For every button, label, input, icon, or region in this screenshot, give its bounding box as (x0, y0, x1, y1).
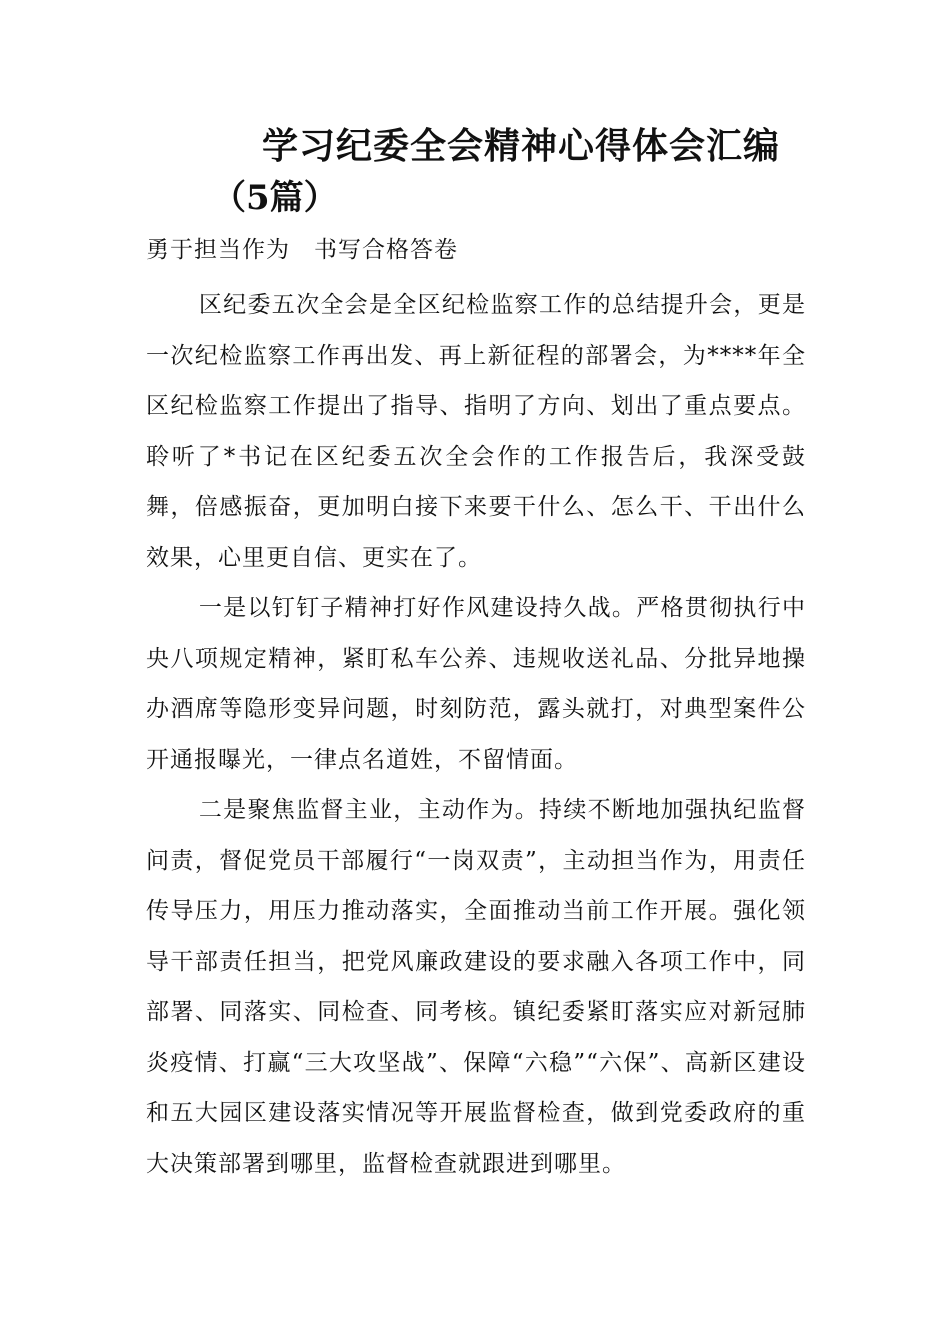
article-body (146, 280, 806, 1189)
document-title: 学习纪委全会精神心得体会汇编 (262, 125, 781, 167)
paragraph-point-one: 一是以钉钉子精神打好作风建设持久战。严格贯彻执行中央八项规定精神，紧盯私车公养、违规收送礼品、分批异地操办酒席等隐形变异问题，时刻防范，露头就打，对典型案件公开通报曝光，一律点名道姓，不留情面。 (146, 595, 806, 773)
paragraph-intro: 区纪委五次全会是全区纪检监察工作的总结提升会，更是一次纪检监察工作再出发、再上新征程的部署会，为****年全区纪检监察工作提出了指导、指明了方向、划出了重点要点。聆听了*书记在区纪委五次全会作的工作报告后，我深受鼓舞，倍感振奋，更加明白接下来要干什么、怎么干、干出什么效果，心里更自信、更实在了。 (146, 292, 806, 571)
document-title-count: （5篇） (212, 178, 338, 218)
paragraph-point-two: 二是聚焦监督主业，主动作为。持续不断地加强执纪监督问责，督促党员干部履行“一岗双责”，主动担当作为，用责任传导压力，用压力推动落实，全面推动当前工作开展。强化领导干部责任担当，把党风廉政建设的要求融入各项工作中，同部署、同落实、同检查、同考核。镇纪委紧盯落实应对新冠肺炎疫情、打赢“三大攻坚战”、保障“六稳”“六保”、高新区建设和五大园区建设落实情况等开展监督检查，做到党委政府的重大决策部署到哪里，监督检查就跟进到哪里。 (146, 797, 806, 1177)
article-subtitle: 勇于担当作为 书写合格答卷 (146, 237, 458, 263)
